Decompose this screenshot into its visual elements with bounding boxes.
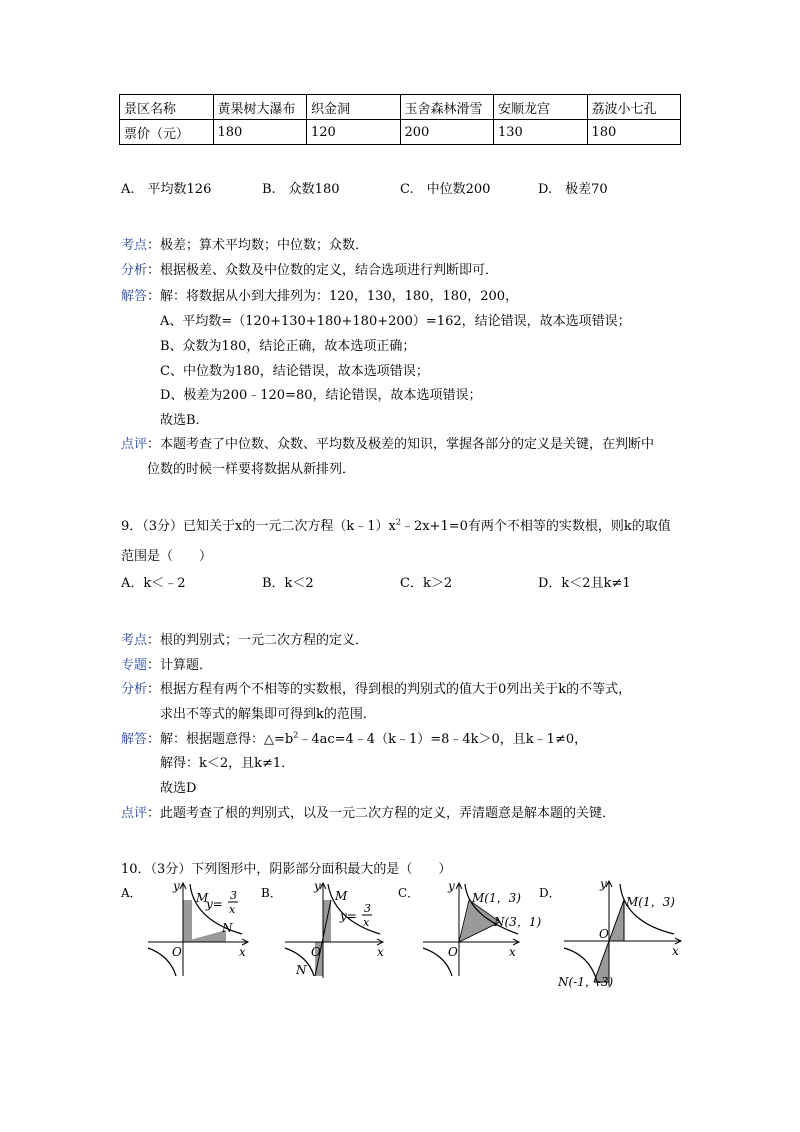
table-cell: 玉舍森林滑雪 [400, 95, 494, 120]
point-n-label: N(3，1) [494, 915, 542, 929]
x-axis-label: x [239, 945, 246, 959]
fenxi-label: 分析 [121, 263, 148, 278]
zhuanti-label: 专题 [121, 658, 148, 673]
table-cell: 180 [213, 120, 307, 145]
jieda-sup: 2 [293, 730, 299, 740]
y-axis-label: y [173, 879, 180, 893]
y-axis-label: y [600, 877, 607, 891]
point-m-label: M(1，3) [626, 895, 675, 909]
kaodian-label: 考点 [121, 238, 148, 253]
point-m-label: M [196, 891, 209, 905]
q8-dianping-line [121, 433, 654, 452]
fenxi-label: 分析 [121, 682, 148, 697]
fenxi-text: ：根据极差、众数及中位数的定义，结合选项进行判断即可． [147, 263, 499, 278]
q10-figure-c [418, 878, 544, 978]
q8-option-a: A. 平均数126 [121, 182, 212, 197]
fraction-denominator: x [229, 903, 236, 916]
jieda-text: ：解：将数据从小到大排列为：120，130，180，180，200， [147, 289, 519, 304]
table-cell: 安顺龙宫 [494, 95, 588, 120]
q8-jieda-a: A、平均数=（120+130+180+180+200）=162，结论错误，故本选项错误； [160, 314, 631, 329]
origin-label: O [599, 927, 609, 941]
q9-stem-a: 9．（3分）已知关于x的一元二次方程（k﹣1）x [121, 519, 396, 534]
table-row [120, 95, 681, 120]
q8-jieda-b: B、众数为180，结论正确，故本选项正确； [160, 339, 416, 354]
fenxi-text: ：根据方程有两个不相等的实数根，得到根的判别式的值大于0列出关于k的不等式， [147, 682, 632, 697]
q10-figure-d [558, 876, 692, 988]
q9-stem-b: ﹣2x+1=0有两个不相等的实数根，则k的取值 [400, 519, 671, 534]
q8-fenxi-line [121, 259, 498, 278]
q9-option-d: D．k＜2且k≠1 [538, 576, 631, 591]
kaodian-text: ：根的判别式；一元二次方程的定义． [147, 633, 369, 648]
q9-jieda-answer: 故选D [160, 781, 197, 796]
q9-stem [121, 515, 671, 534]
table-cell: 景区名称 [120, 95, 214, 120]
x-axis-label: x [509, 945, 516, 959]
q9-option-c: C．k＞2 [400, 576, 453, 591]
ticket-price-table [119, 94, 681, 145]
q8-dianping-line2: 位数的时候一样要将数据从新排列． [147, 462, 356, 477]
q10-option-a-label: A． [121, 886, 142, 900]
q8-jieda-d: D、极差为200﹣120=80，结论错误，故本选项错误； [160, 388, 482, 403]
q9-option-a: A．k＜﹣2 [121, 576, 186, 591]
fraction-denominator: x [363, 916, 370, 929]
kaodian-label: 考点 [121, 633, 148, 648]
x-axis-label: x [377, 945, 384, 959]
function-label: y= [340, 909, 357, 923]
q9-dianping-line [121, 802, 615, 821]
dianping-text: ：此题考查了根的判别式，以及一元二次方程的定义，弄清题意是解本题的关键． [147, 806, 616, 821]
origin-label: O [448, 945, 458, 959]
point-n-label: N(-1，-3) [558, 975, 614, 988]
q10-option-c-label: C． [398, 886, 420, 900]
jieda-a: ：解：根据题意得：△=b [147, 732, 294, 747]
jieda-label: 解答 [121, 289, 148, 304]
table-cell: 荔波小七孔 [587, 95, 681, 120]
dianping-text: ：本题考查了中位数、众数、平均数及极差的知识，掌握各部分的定义是关键，在判断中 [147, 437, 655, 452]
q8-kaodian-line [121, 234, 368, 253]
q9-jieda-line [121, 728, 587, 747]
table-cell: 200 [400, 120, 494, 145]
q8-option-c: C. 中位数200 [400, 182, 491, 197]
point-n-label: N [296, 963, 307, 977]
fraction-numerator: 3 [364, 902, 371, 915]
table-cell: 织金洞 [307, 95, 401, 120]
y-axis-label: y [448, 879, 455, 893]
x-axis-label: x [672, 944, 679, 958]
q10-figure-b [280, 878, 398, 978]
table-row [120, 120, 681, 145]
jieda-label: 解答 [121, 732, 148, 747]
q8-jieda-answer: 故选B． [160, 413, 209, 428]
origin-label: O [311, 945, 321, 959]
q8-jieda-c: C、中位数为180，结论错误，故本选项错误； [160, 364, 429, 379]
fraction-numerator: 3 [230, 889, 237, 902]
point-m-label: M(1，3) [472, 891, 521, 905]
q9-stem-sup: 2 [395, 517, 401, 527]
table-cell: 黄果树大瀑布 [213, 95, 307, 120]
q10-option-b-label: B． [261, 886, 282, 900]
table-cell: 票价（元） [120, 120, 214, 145]
origin-label: O [172, 945, 182, 959]
q8-option-b: B. 众数180 [262, 182, 340, 197]
dianping-label: 点评 [121, 806, 148, 821]
function-label: y= [206, 897, 223, 911]
table-cell: 130 [494, 120, 588, 145]
zhuanti-text: ：计算题． [147, 658, 213, 673]
q8-jieda-line [121, 285, 518, 304]
q9-stem2: 范围是（ ） [121, 549, 213, 564]
q9-fenxi-line [121, 678, 631, 697]
q10-option-d-label: D． [539, 886, 561, 900]
table-cell: 180 [587, 120, 681, 145]
point-n-label: N [222, 921, 233, 935]
y-axis-label: y [314, 879, 321, 893]
point-m-label: M [335, 889, 348, 903]
shaded-rectangle [183, 900, 192, 942]
hyperbola-branch-1 [620, 884, 674, 934]
q10-stem: 10．（3分）下列图形中，阴影部分面积最大的是（ ） [121, 862, 452, 877]
dianping-label: 点评 [121, 437, 148, 452]
table-cell: 120 [307, 120, 401, 145]
q9-option-b: B．k＜2 [262, 576, 314, 591]
q8-option-d: D. 极差70 [538, 182, 608, 197]
kaodian-text: ：极差；算术平均数；中位数；众数． [147, 238, 369, 253]
q9-zhuanti-line [121, 654, 212, 673]
q9-kaodian-line [121, 629, 368, 648]
q9-fenxi-line2: 求出不等式的解集即可得到k的范围． [160, 707, 376, 722]
q9-jieda-line2: 解得：k＜2，且k≠1． [160, 756, 295, 771]
jieda-b: ﹣4ac=4﹣4（k﹣1）=8﹣4k＞0，且k﹣1≠0， [298, 732, 588, 747]
q10-figure-a [142, 878, 260, 978]
